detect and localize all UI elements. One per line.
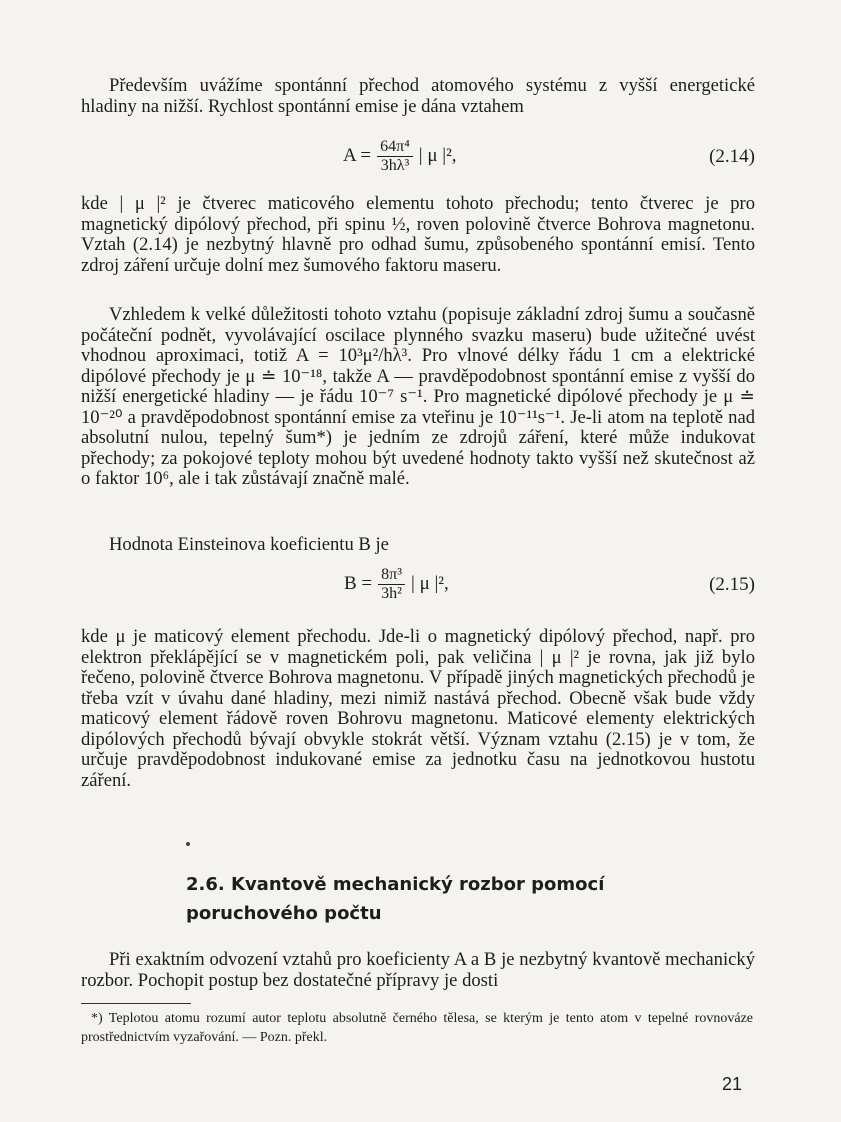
print-speck [186,842,190,846]
paragraph-approximation: Vzhledem k velké důležitosti tohoto vztahu (popisuje základní zdroj šumu a současně počáteční podnět, vyvolávající oscilace plynného svazku maseru) bude užitečné uvést vhodnou aproximaci, totiž A = 10³μ²/hλ³. Pro vlnové délky řádu 1 cm a elektrické dipólové přechody je μ ≐ 10⁻¹⁸, takže A — pravděpodobnost spontánní emise z vyšší do nižší energetické hladiny — je řádu 10⁻⁷ s⁻¹. Pro magnetické dipólové přechody je μ ≐ 10⁻²⁰ a pravděpodobnost spontánní emise za vteřinu je 10⁻¹¹s⁻¹. Je-li atom na teplotě nad absolutní nulou, tepelný šum*) je jedním ze zdrojů záření, které může indukovat přechody; za pokojové teploty mohou být uvedené hodnoty takto vyšší než skutečnost až o faktor 10⁶, ale i tak zůstávají značně malé. [81,304,755,489]
fraction-numerator: 64π⁴ [377,138,413,157]
equation-2-15-formula [344,560,449,608]
equation-lhs: B = [344,573,373,594]
paragraph-exact-derivation: Při exaktním odvození vztahů pro koeficienty A a B je nezbytný kvantově mechanický rozbor. Pochopit postup bez dostatečné přípravy je dosti [81,949,755,991]
fraction-denominator: 3hλ³ [380,156,410,174]
paragraph-matrix-element: kde | μ |² je čtverec maticového elementu tohoto přechodu; tento čtverec je pro magnetický dipólový přechod, při spinu ½, roven polovině čtverce Bohrova magnetonu. Vztah (2.14) je nezbytný hlavně pro odhad šumu, způsobeného spontánní emisí. Tento zdroj záření určuje dolní mez šumového faktoru maseru. [81,193,755,276]
equation-2-15 [81,560,755,608]
equation-fraction [378,566,405,603]
equation-rhs: | μ |², [411,573,449,594]
equation-2-14 [81,132,755,180]
equation-fraction [377,138,413,175]
page-number: 21 [722,1074,743,1094]
footnote: *) Teplotou atomu rozumí autor teplotu absolutně černého tělesa, se kterým je tento atom v tepelné rovnováze prostřednictvím vyzařování. — Pozn. překl. [81,1011,753,1045]
equation-number: (2.15) [709,574,755,595]
paragraph-einstein-coefficient: Hodnota Einsteinova koeficientu B je [109,534,389,555]
equation-lhs: A = [343,145,372,166]
equation-2-14-formula [343,132,457,180]
footnote-divider [81,1003,191,1004]
equation-rhs: | μ |², [418,145,457,166]
paragraph-induced-emission: kde μ je maticový element přechodu. Jde-li o magnetický dipólový přechod, např. pro elektron překlápějící se v magnetickém poli, pak veličina | μ |² je rovna, jak již bylo řečeno, polovině čtverce Bohrova magnetonu. V případě jiných magnetických přechodů je třeba vzít v úvahu dané hladiny, mezi nimiž nastává přechod. Obecně však bude vždy maticový element řádově roven Bohrovu magnetonu. Maticové elementy elektrických dipólových přechodů bývají obvykle stokrát větší. Význam vztahu (2.15) je v tom, že určuje pravděpodobnost indukované emise za jednotku času na jednotkovou hustotu záření. [81,626,755,791]
section-heading: 2.6. Kvantově mechanický rozbor pomocí poruchového počtu [186,874,605,924]
paragraph-spontaneous-transition: Především uvážíme spontánní přechod atomového systému z vyšší energetické hladiny na nižší. Rychlost spontánní emise je dána vztahem [81,75,755,117]
fraction-denominator: 3h² [381,584,402,602]
equation-number: (2.14) [709,146,755,167]
fraction-numerator: 8π³ [378,566,405,585]
